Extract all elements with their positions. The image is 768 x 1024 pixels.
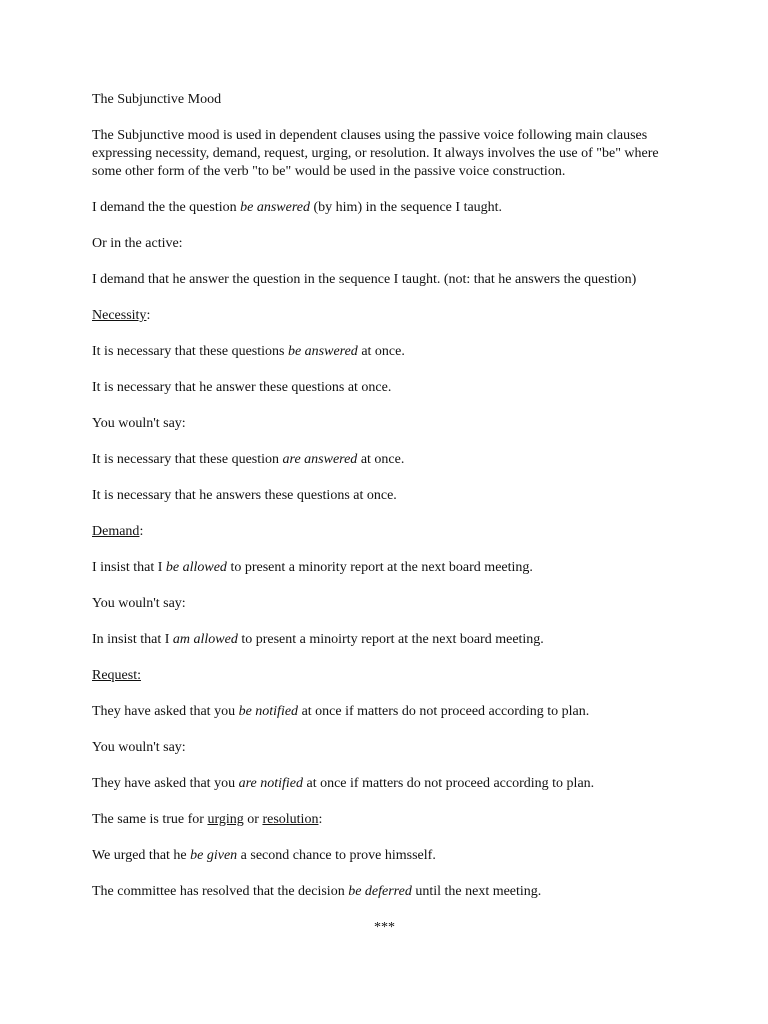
demand-example-2: In insist that I am allowed to present a minoirty report at the next board meeting. [92,632,544,647]
necessity-example-4: It is necessary that he answers these questions at once. [92,488,397,503]
necessity-wouldnt-say: You wouln't say: [92,416,186,431]
section-separator: *** [374,920,395,935]
example-active-demand: I demand that he answer the question in the sequence I taught. (not: that he answers the question) [92,272,637,287]
section-heading-necessity: Necessity: [92,308,151,323]
active-label: Or in the active: [92,236,183,251]
intro-paragraph: The Subjunctive mood is used in dependent clauses using the passive voice following main clauses expressing necessity, demand, request, urging, or resolution. It always involves the use of "be" where some other form of the verb "to be" would be used in the passive voice construction. [92,128,659,179]
necessity-example-3: It is necessary that these question are answered at once. [92,452,405,467]
request-example-1: They have asked that you be notified at once if matters do not proceed according to plan. [92,704,590,719]
section-heading-demand: Demand: [92,524,144,539]
necessity-example-1: It is necessary that these questions be answered at once. [92,344,405,359]
request-wouldnt-say: You wouln't say: [92,740,186,755]
urging-example: We urged that he be given a second chance to prove himsself. [92,848,436,863]
demand-example-1: I insist that I be allowed to present a minority report at the next board meeting. [92,560,533,575]
document-page [92,91,662,937]
request-example-2: They have asked that you are notified at once if matters do not proceed according to plan. [92,776,595,791]
section-heading-request: Request: [92,668,141,683]
urging-resolution-intro: The same is true for urging or resolution: [92,812,323,827]
demand-wouldnt-say: You wouln't say: [92,596,186,611]
document-title: The Subjunctive Mood [92,92,222,107]
necessity-example-2: It is necessary that he answer these questions at once. [92,380,392,395]
example-passive-demand: I demand the the question be answered (by him) in the sequence I taught. [92,200,503,215]
resolution-example: The committee has resolved that the decision be deferred until the next meeting. [92,884,542,899]
